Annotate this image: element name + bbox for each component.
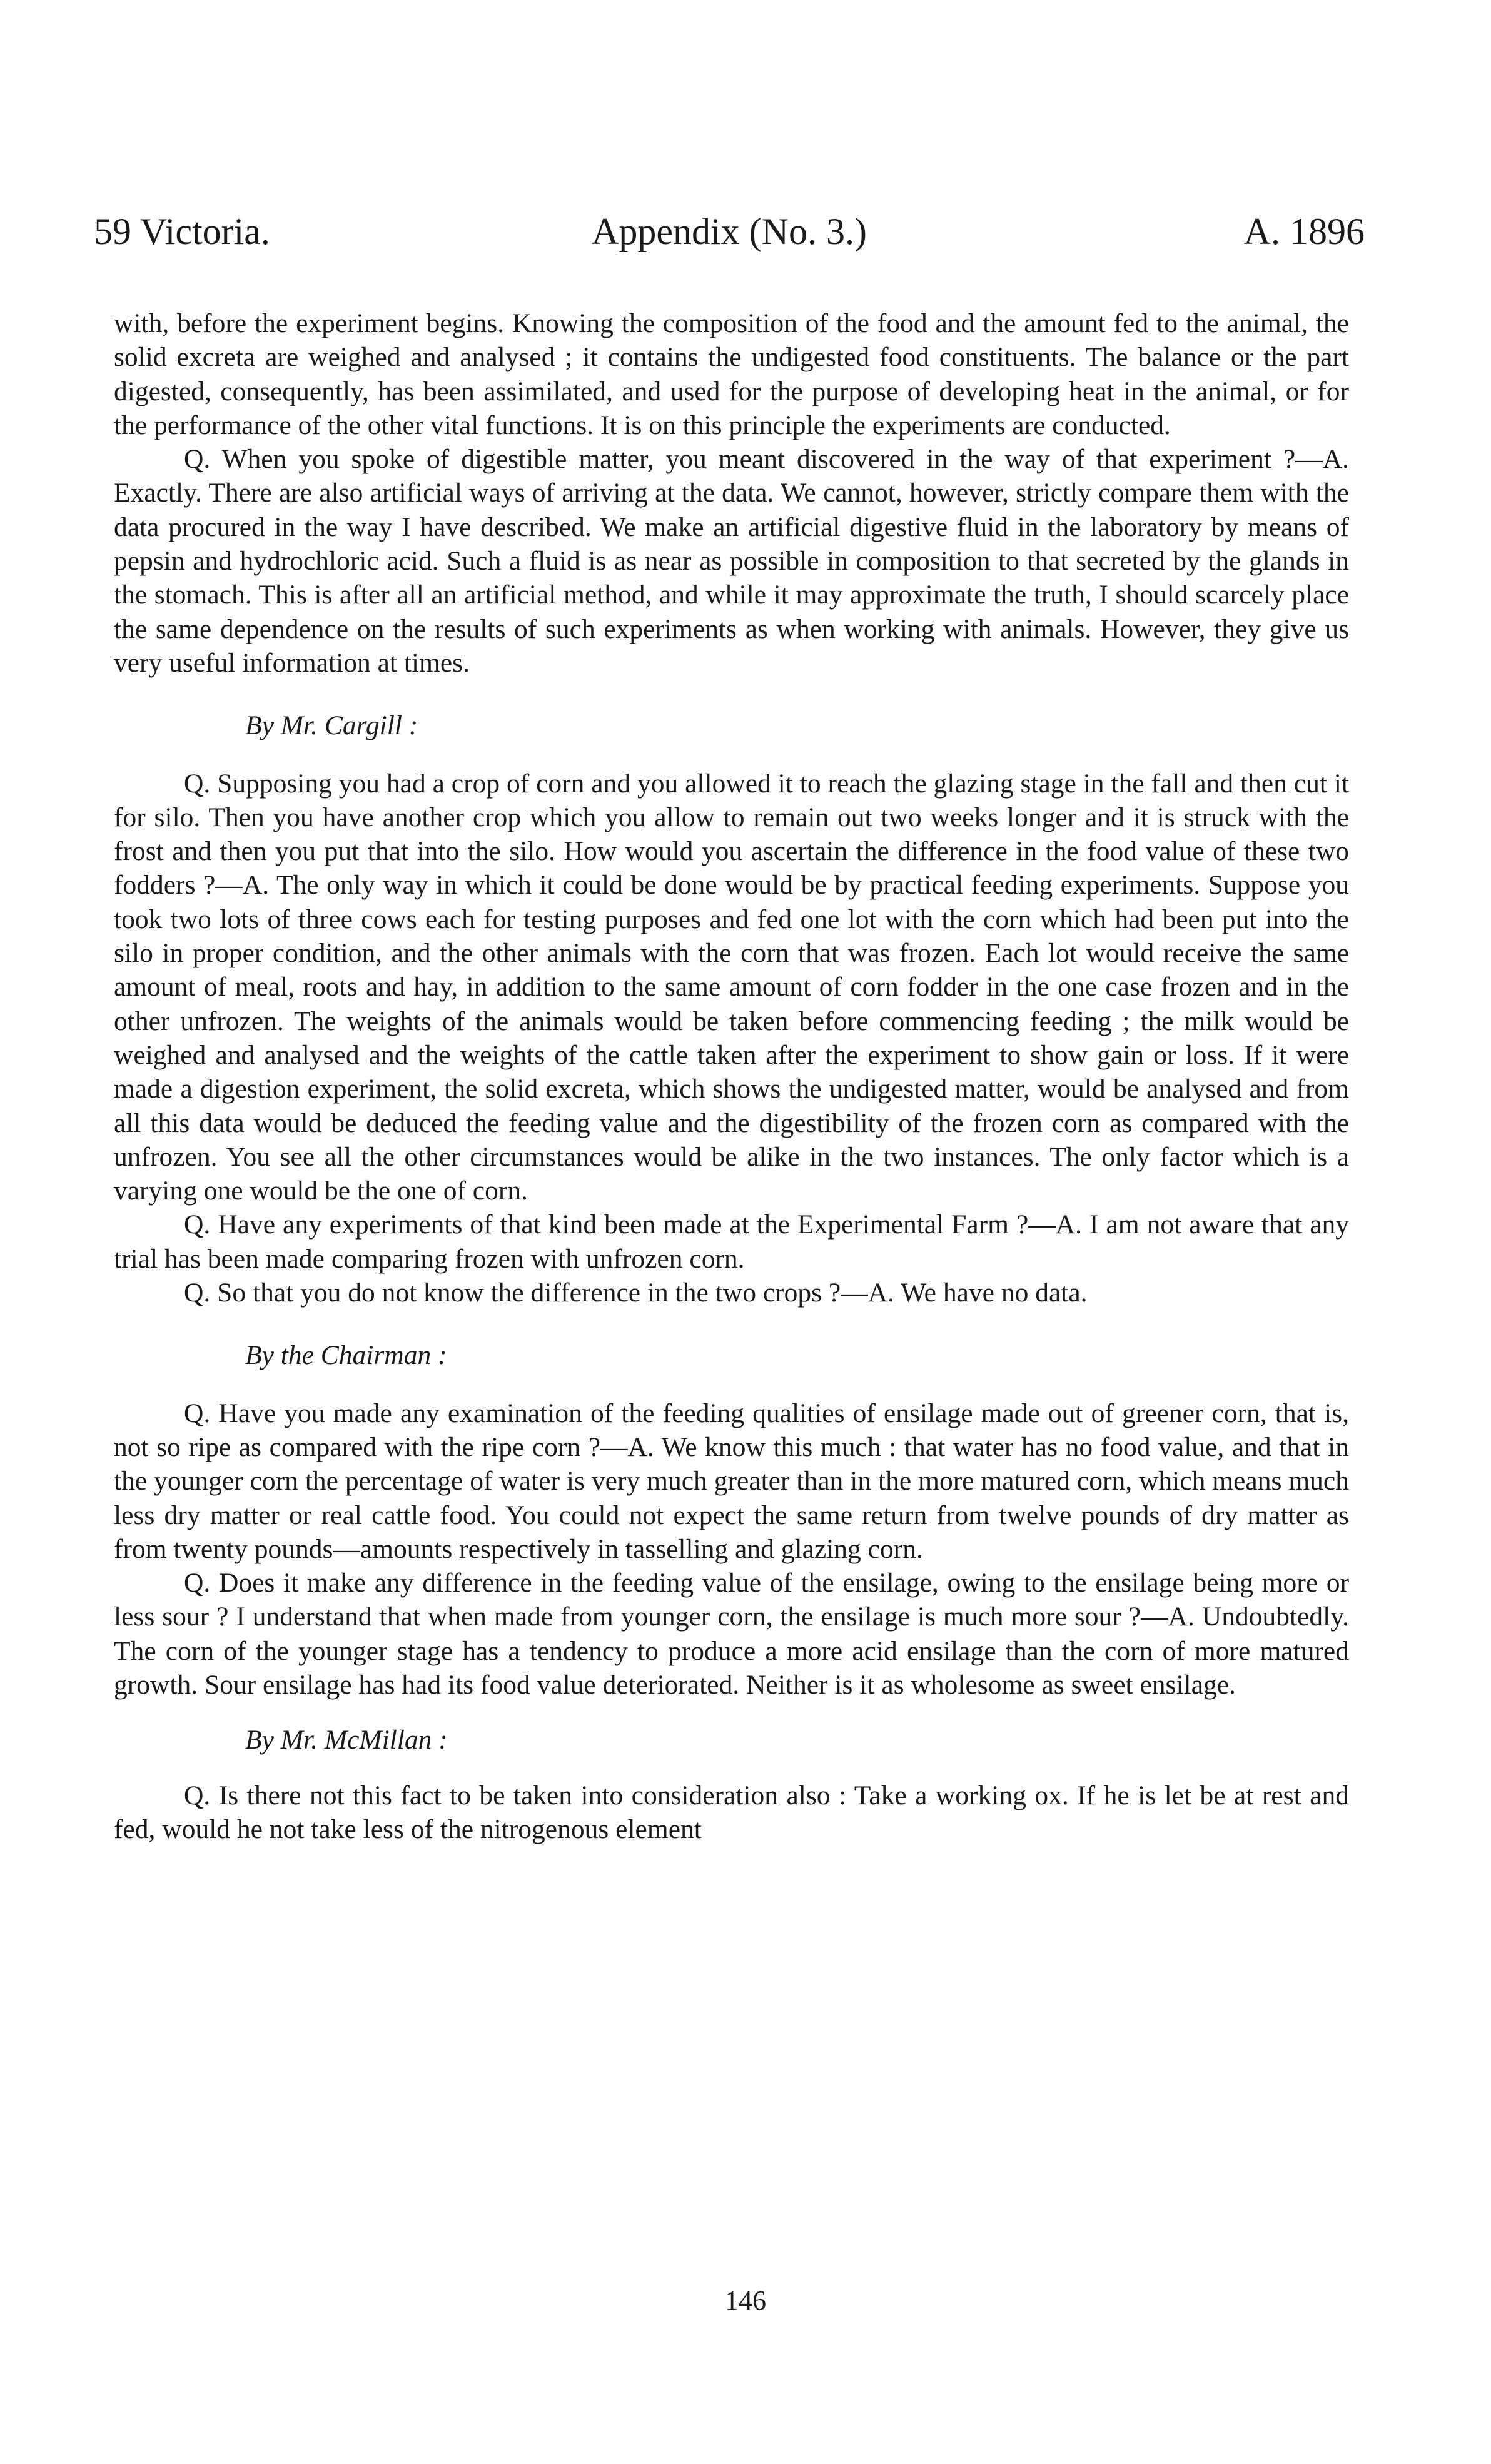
header-year: A. 1896	[1243, 211, 1365, 252]
paragraph-qa: Q. So that you do not know the difference in the two crops ?—A. We have no data.	[184, 1278, 1088, 1308]
paragraph-qa: Q. Supposing you had a crop of corn and you allowed it to reach the glazing stage in the fall and then cut it for silo. Then you have another crop which you allow to remain out two weeks longer and it is struck with the frost and then you put that into the silo. How would you ascertain the difference in the food value of these two fodders ?—A. The only way in which it could be done would be by practical feeding experiments. Suppose you took two lots of three cows each for testing purposes and fed one lot with the corn which had been put into the silo in proper condition, and the other animals with the corn that was frozen. Each lot would receive the same amount of meal, roots and hay, in addition to the same amount of corn fodder in the one case frozen and in the other unfrozen. The weights of the animals would be taken before commencing feeding ; the milk would be weighed and analysed and the weights of the cattle taken after the experiment to show gain or loss. If it were made a digestion experiment, the solid excreta, which shows the undigested matter, would be analysed and from all this data would be deduced the feeding value and the digestibility of the frozen corn as compared with the unfrozen. You see all the other circumstances would be alike in the two instances. The only factor which is a varying one would be the one of corn.	[114, 768, 1349, 1206]
paragraph-qa: Q. Does it make any difference in the feeding value of the ensilage, owing to the ensilage being more or less sour ? I understand that when made from younger corn, the ensilage is much more sour ?—A. Undoubtedly. The corn of the younger stage has a tendency to produce a more acid ensilage than the corn of more matured growth. Sour ensilage has had its food value deteriorated. Neither is it as wholesome as sweet ensilage.	[114, 1568, 1349, 1700]
paragraph-qa: Q. Have any experiments of that kind been made at the Experimental Farm ?—A. I am not aware that any trial has been made comparing frozen with unfrozen corn.	[114, 1209, 1349, 1274]
running-header	[94, 206, 1365, 256]
page-number: 146	[725, 2285, 766, 2316]
speaker-heading-mcmillan: By Mr. McMillan :	[245, 1725, 448, 1755]
body-text	[114, 306, 1349, 1846]
header-appendix: Appendix (No. 3.)	[592, 211, 867, 252]
paragraph-qa: Q. Is there not this fact to be taken into consideration also : Take a working ox. If he is let be at rest and fed, would he not take less of the nitrogenous element	[114, 1780, 1349, 1844]
paragraph-qa: Q. Have you made any examination of the feeding qualities of ensilage made out of greener corn, that is, not so ripe as compared with the ripe corn ?—A. We know this much : that water has no food value, and that in the younger corn the percentage of water is very much greater than in the more matured corn, which means much less dry matter or real cattle food. You could not expect the same return from twelve pounds of dry matter as from twenty pounds—amounts respectively in tasselling and glazing corn.	[114, 1398, 1349, 1564]
paragraph-qa: Q. When you spoke of digestible matter, you meant discovered in the way of that experiment ?—A. Exactly. There are also artificial ways of arriving at the data. We cannot, however, strictly compare them with the data procured in the way I have described. We make an artificial digestive fluid in the laboratory by means of pepsin and hydrochloric acid. Such a fluid is as near as possible in composition to that secreted by the glands in the stomach. This is after all an artificial method, and while it may approximate the truth, I should scarcely place the same dependence on the results of such experiments as when working with animals. However, they give us very useful information at times.	[114, 444, 1349, 678]
header-session: 59 Victoria.	[94, 211, 270, 252]
paragraph-continuation: with, before the experiment begins. Knowing the composition of the food and the amount fed to the animal, the solid excreta are weighed and analysed ; it contains the undigested food constituents. The balance or the part digested, consequently, has been assimilated, and used for the purpose of developing heat in the animal, or for the performance of the other vital functions. It is on this principle the experiments are conducted.	[114, 308, 1349, 440]
speaker-heading-cargill: By Mr. Cargill :	[245, 710, 418, 741]
speaker-heading-chairman: By the Chairman :	[245, 1340, 447, 1371]
